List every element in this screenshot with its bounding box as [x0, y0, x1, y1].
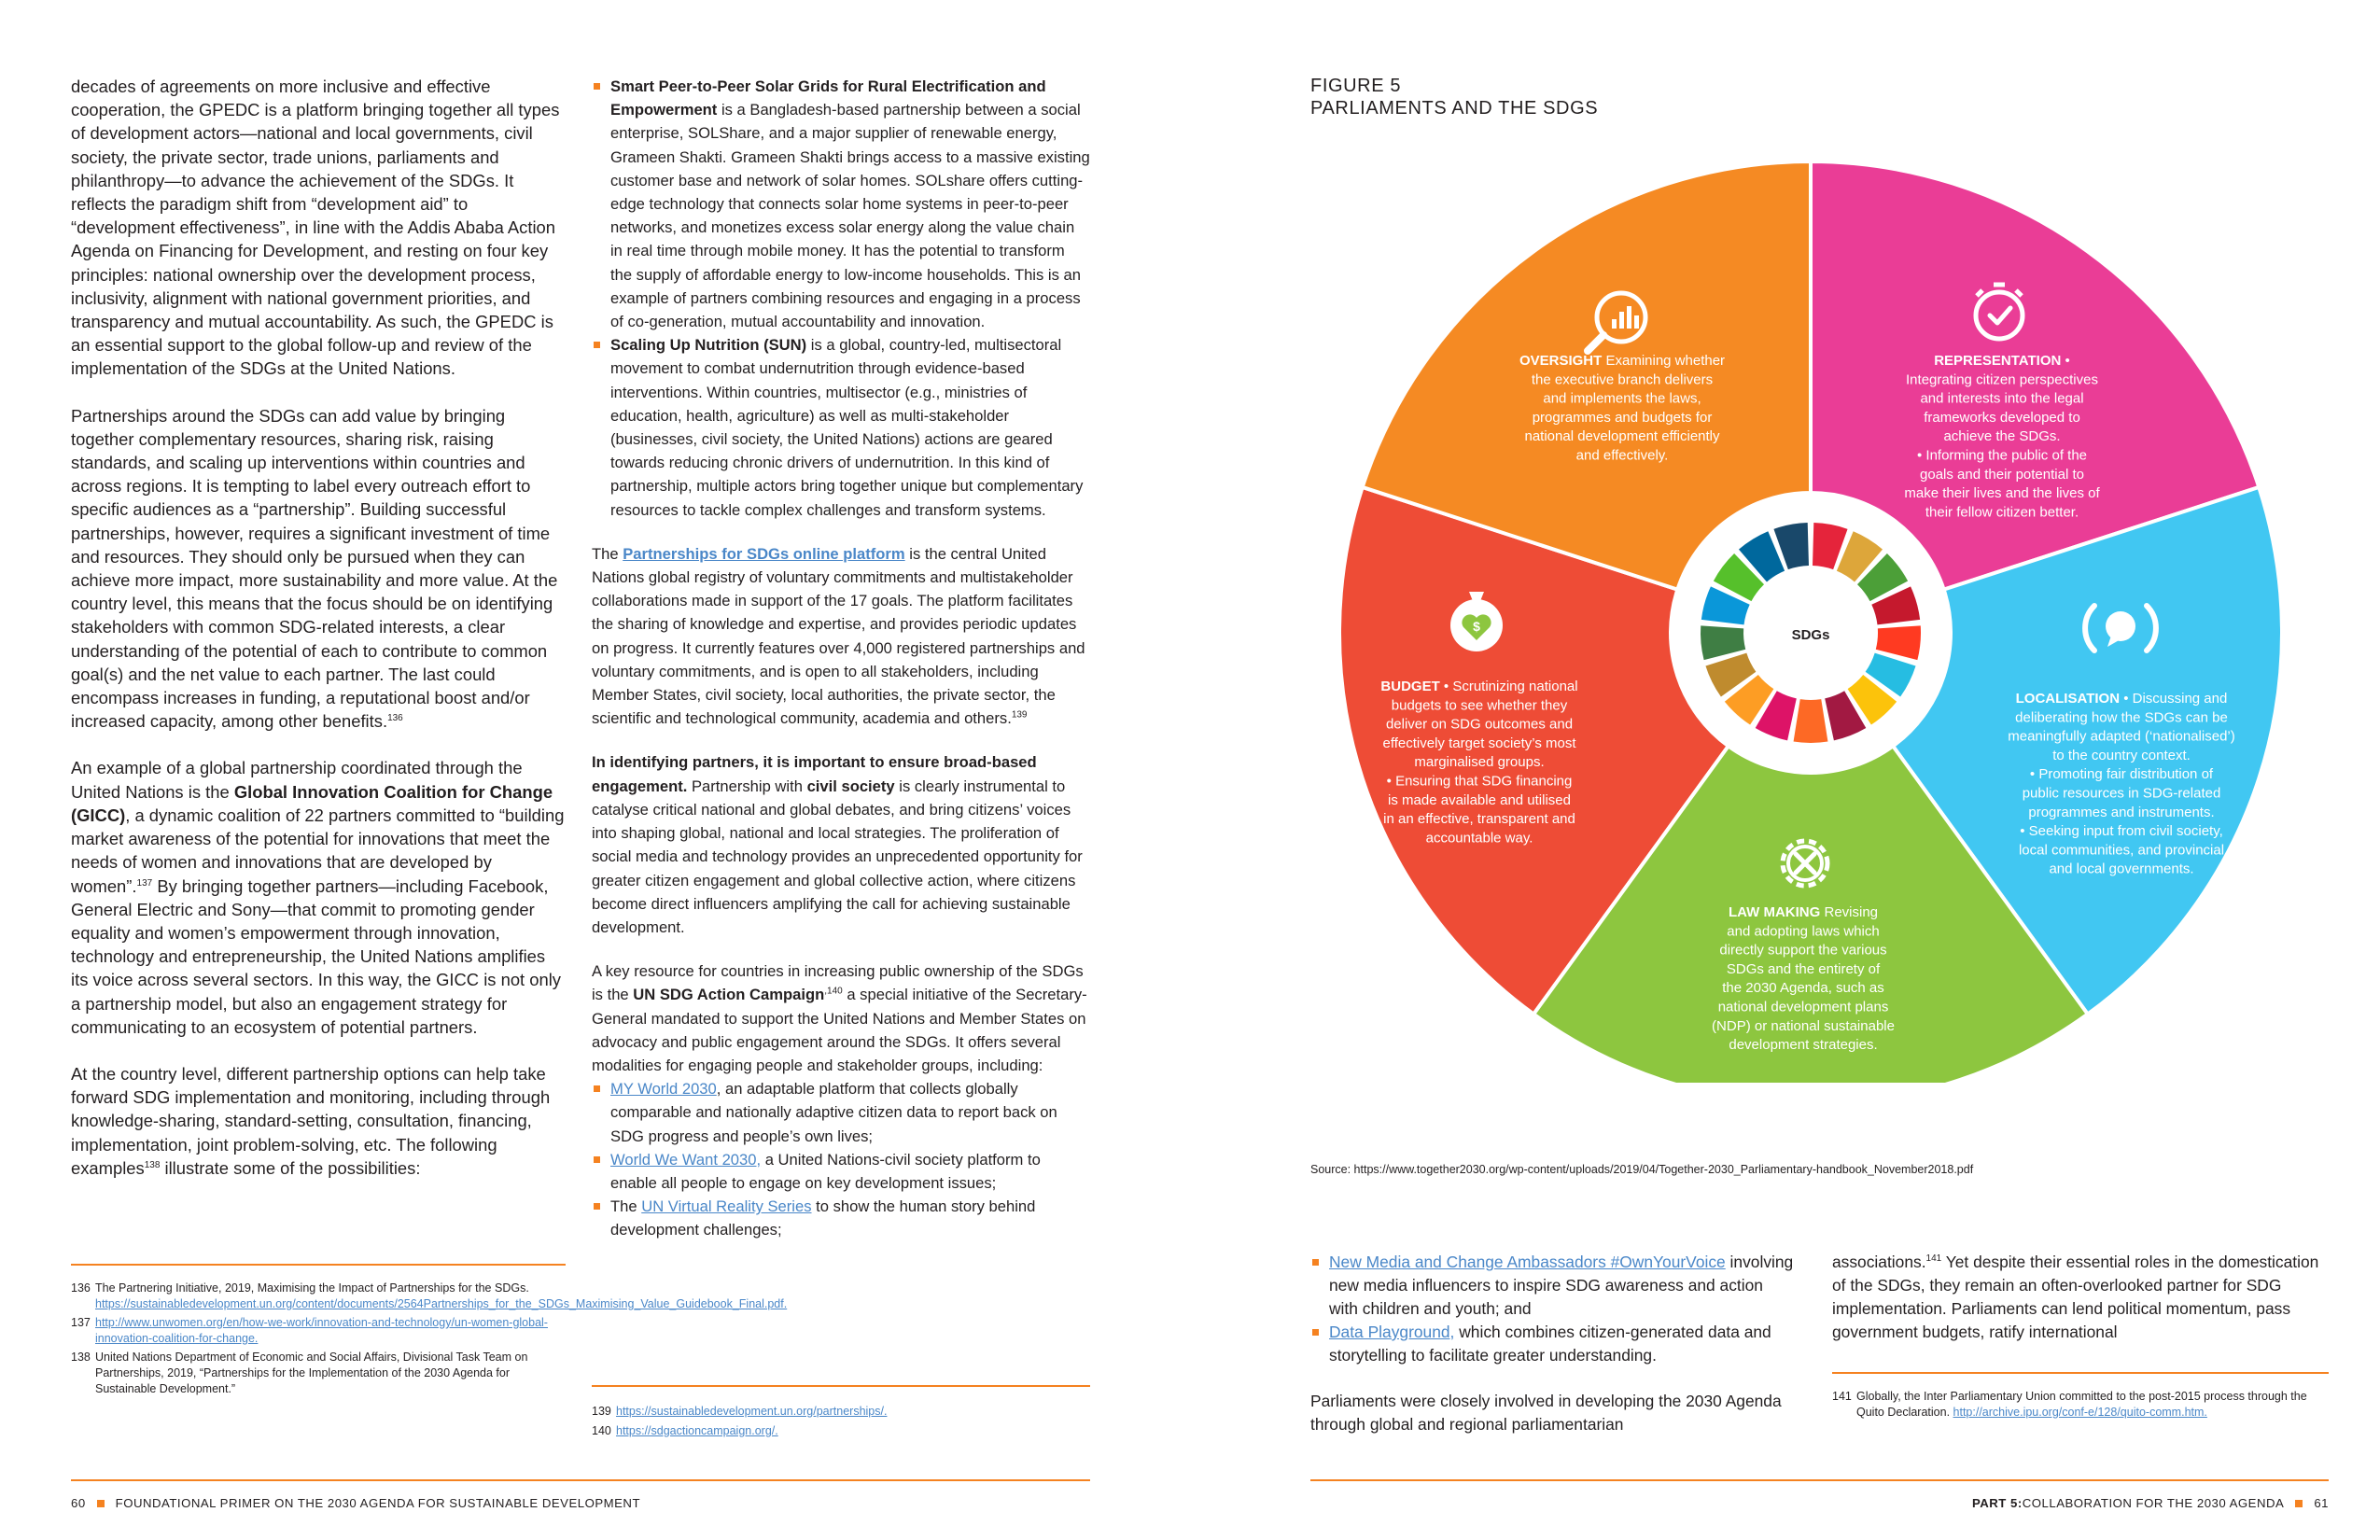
footnotes-right — [1832, 1389, 2317, 1423]
page-number: 60 — [71, 1496, 86, 1510]
footnote: 139 https://sustainabledevelopment.un.org/partnerships/. — [592, 1405, 888, 1418]
footnote-link[interactable]: https://sustainabledevelopment.un.org/content/documents/2564Partnerships_for_the_SDGs_Maximising_Value_Guidebook_Final.pdf. — [95, 1296, 788, 1310]
page-number: 61 — [2314, 1496, 2329, 1510]
footer-divider — [71, 1479, 1090, 1481]
footnote-link[interactable]: http://archive.ipu.org/conf-e/128/quito-comm.htm. — [1953, 1405, 2207, 1419]
center-label: SDGs — [1791, 627, 1830, 643]
footnote-ref[interactable]: 137 — [136, 877, 153, 889]
figure-source: Source: https://www.together2030.org/wp-content/uploads/2019/04/Together-2030_Parliamentary-handbook_November2018.pdf — [1310, 1163, 1974, 1176]
footer-left — [71, 1496, 640, 1510]
bullet-item: Data Playground, which combines citizen-generated data and storytelling to facilitate greater understanding. — [1310, 1321, 1794, 1367]
figure-title — [1310, 75, 1598, 119]
partnerships-platform-link[interactable]: Partnerships for SDGs online platform — [623, 544, 905, 563]
own-your-voice-link[interactable]: New Media and Change Ambassadors #OwnYourVoice — [1329, 1253, 1726, 1271]
vr-series-link[interactable]: UN Virtual Reality Series — [641, 1197, 812, 1216]
footnote: 137 http://www.unwomen.org/en/how-we-work/innovation-and-technology/un-women-global-innovation-coalition-for-change. — [71, 1315, 566, 1346]
paragraph: Partnerships around the SDGs can add value by bringing together complementary resources, sharing risk, raising standards, and scaling up interventions within countries and across regions. It is tempting to label every outreach effort to specific audiences as a “partnership”. Building successful partnerships, however, requires a significant investment of time and resources. They should only be pursued when they can achieve more impact, more sustainability and more value. At the country level, this means that the focus should be on identifying stakeholders with common SDG-related interests, a clear understanding of the potential of each to contribute to common goal(s) and the net value to each partner. The last could encompass increases in funding, a reputational boost and/or increased capacity, among other benefits.$^{136}$ — [71, 405, 558, 732]
figure-label: FIGURE 5 — [1310, 76, 1402, 96]
segment-label-lawmaking: LAW MAKING Revising and adopting laws which directly support the various SDGs and the entirety of the 2030 Agenda, such as national development plans (NDP) or national sustainable development strategies. — [1712, 904, 1895, 1054]
paragraph: An example of a global partnership coordinated through the United Nations is the Global Innovation Coalition for Change (GICC), a dynamic coalition of 22 partners committed to “building market awareness of the potential for innovations that meet the needs of women and innovations that are developed by women”.$^{137}$ By bringing together partners—including Facebook, General Electric and Sony—that commit to promoting gender equality and women’s empowerment through innovation, technology and entrepreneurship, the United Nations amplifies its voice across several sectors. In this way, the GICC is not only a partnership model, but also an engagement strategy for communicating to an ecosystem of potential partners. — [71, 758, 565, 1037]
left-column — [71, 75, 566, 1203]
paragraph: At the country level, different partnership options can help take forward SDG implementation and monitoring, including through knowledge-sharing, standard-setting, consultation, financing, implementation, joint problem-solving, etc. The following examples$^{138}$ illustrate some of the possibilities: — [71, 1063, 551, 1178]
bullet-item: New Media and Change Ambassadors #OwnYourVoice involving new media influencers to inspire SDG awareness and action with children and youth; and — [1310, 1251, 1794, 1321]
footnote-ref[interactable]: 139 — [1011, 709, 1028, 721]
footnote-ref[interactable]: 136 — [387, 713, 403, 724]
data-playground-link[interactable]: Data Playground, — [1329, 1323, 1455, 1341]
footnote-ref[interactable]: ,140 — [824, 986, 843, 997]
segment-label-budget: BUDGET • Scrutinizing national budgets to see whether they deliver on SDG outcomes and effectively target society’s most marginalised groups. • Ensuring that SDG financing is made available and utilised in an effective, transparent and accountable way. — [1380, 679, 1578, 847]
bullet-item: The UN Virtual Reality Series to show the human story behind development challenges; — [592, 1195, 1090, 1241]
figure-heading: PARLIAMENTS AND THE SDGS — [1310, 98, 1599, 119]
paragraph: Parliaments were closely involved in developing the 2030 Agenda through global and regional parliamentarian — [1310, 1392, 1782, 1434]
footer-title: COLLABORATION FOR THE 2030 AGENDA — [2022, 1496, 2285, 1510]
segment-label-oversight: OVERSIGHT Examining whether the executive branch delivers and implements the laws, programmes and budgets for national development efficiently and effectively. — [1519, 353, 1726, 464]
right-column-2 — [1832, 1251, 2329, 1367]
footnotes-left — [71, 1281, 788, 1400]
paragraph: A key resource for countries in increasing public ownership of the SDGs is the UN SDG Action Campaign$^{,140}$ a special initiative of the Secretary-General mandated to support the United Nations and Member States on advocacy and public engagement around the SDGs. It offers several modalities for engaging people and stakeholder groups, including: — [592, 962, 1087, 1074]
footer-divider — [1310, 1479, 2329, 1481]
footnotes-middle — [592, 1404, 1090, 1442]
footnote: 141 Globally, the Inter Parliamentary Union committed to the post-2015 process through the Quito Declaration. http://archive.ipu.org/conf-e/128/quito-comm.htm. — [1832, 1390, 2307, 1419]
bullet-item: World We Want 2030, a United Nations-civil society platform to enable all people to engage on key development issues; — [592, 1148, 1090, 1195]
svg-text:$: $ — [1473, 619, 1480, 634]
middle-column — [592, 75, 1090, 1242]
segment-label-representation: REPRESENTATION • Integrating citizen perspectives and interests into the legal frameworks developed to achieve the SDGs. • Informing the public of the goals and their potential to make their lives and the lives of their fellow citizen better. — [1904, 353, 2100, 521]
bullet-item: MY World 2030, an adaptable platform that collects globally comparable and nationally adaptive citizen data to report back on SDG progress and people’s own lives; — [592, 1077, 1090, 1148]
paragraph: In identifying partners, it is important to ensure broad-based engagement. Partnership with civil society is clearly instrumental to catalyse critical national and global debates, and bring citizens’ voices into shaping global, national and local strategies. The proliferation of social media and technology provides an unprecedented opportunity for greater citizen engagement and global collective action, where citizens become direct influencers amplifying the call for achieving sustainable development. — [592, 753, 1083, 936]
footnote-link[interactable]: https://sustainabledevelopment.un.org/partnerships/. — [616, 1405, 888, 1418]
footnote-link[interactable]: http://www.unwomen.org/en/how-we-work/innovation-and-technology/un-women-global-innovation-coalition-for-change. — [95, 1316, 548, 1345]
footnote-divider — [1832, 1372, 2329, 1374]
paragraph: decades of agreements on more inclusive and effective cooperation, the GPEDC is a platform bringing together all types of development actors—national and local governments, civil society, the private sector, trade unions, parliaments and philanthropy—to advance the achievement of the SDGs. It reflects the paradigm shift from “development aid” to “development effectiveness”, in line with the Addis Ababa Action Agenda on Financing for Development, and resting on four key principles: national ownership over the development process, inclusivity, alignment with national government priorities, and transparency and mutual accountability. As such, the GPEDC is an essential support to the global follow-up and review of the implementation of the SDGs at the United Nations. — [71, 77, 560, 379]
footnote-ref[interactable]: 138 — [144, 1159, 161, 1170]
paragraph: associations.$^{141}$ Yet despite their essential roles in the domestication of the SDGs, they remain an often-overlooked partner for SDG implementation. Parliaments can lend political momentum, pass government budgets, ratify international — [1832, 1253, 2319, 1341]
bullet-item: Smart Peer-to-Peer Solar Grids for Rural Electrification and Empowerment is a Bangladesh-based partnership between a social enterprise, SOLShare, and a major supplier of renewable energy, Grameen Shakti. Grameen Shakti brings access to a massive existing customer base and network of solar homes. SOLshare offers cutting-edge technology that connects solar home systems in peer-to-peer networks, and monetizes excess solar energy along the value chain in real time through mobile money. It has the potential to transform the supply of affordable energy to low-income households. This is an example of partners combining resources and engaging in a process of co-generation, mutual accountability and innovation. — [592, 75, 1090, 333]
right-column-1 — [1310, 1251, 1794, 1460]
footer-right: PART 5: COLLABORATION FOR THE 2030 AGENDA 61 — [1971, 1496, 2329, 1510]
footnote-link[interactable]: https://sdgactioncampaign.org/. — [616, 1423, 778, 1437]
footnote: 138 United Nations Department of Economic and Social Affairs, Divisional Task Team on Partnerships, 2019, “Partnerships for the Implementation of the 2030 Agenda for Sustainable Development.” — [71, 1351, 528, 1395]
footnote-ref[interactable]: 141 — [1925, 1253, 1942, 1265]
footnote-divider — [71, 1264, 566, 1266]
footnote-divider — [592, 1385, 1090, 1387]
gear-wrench-icon — [1783, 841, 1827, 886]
bullet-item: Scaling Up Nutrition (SUN) is a global, country-led, multisectoral movement to combat undernutrition through evidence-based interventions. Within countries, multisector (e.g., ministries of education, health, agriculture) as well as multi-stakeholder (businesses, civil society, the United Nations) actions are geared towards reducing chronic drivers of undernutrition. In this kind of partnership, multiple actors bring together unique but complementary resources to tackle complex challenges and transform systems. — [592, 333, 1090, 522]
footnote: 136 The Partnering Initiative, 2019, Maximising the Impact of Partnerships for the SDGs. https://sustainabledevelopment.un.org/content/documents/2564Partnerships_for_the_SDGs_Maximising_Value_Guidebook_Final.pdf. — [71, 1281, 788, 1310]
footnote: 140 https://sdgactioncampaign.org/. — [592, 1423, 778, 1437]
footer-title: FOUNDATIONAL PRIMER ON THE 2030 AGENDA FOR SUSTAINABLE DEVELOPMENT — [115, 1496, 640, 1510]
sdg-wheel-diagram — [1307, 131, 2315, 1083]
paragraph: The Partnerships for SDGs online platform is the central United Nations global registry of voluntary commitments and multistakeholder collaborations made in support of the 17 goals. The platform facilitates the sharing of knowledge and expertise, and provides periodic updates on progress. It currently features over 4,000 registered partnerships and voluntary commitments, and is open to all stakeholders, including Member States, civil society, local authorities, the private sector, the scientific and technological community, academia and others.$^{139}$ — [592, 544, 1085, 728]
world-we-want-link[interactable]: World We Want 2030, — [610, 1150, 762, 1169]
my-world-link[interactable]: MY World 2030 — [610, 1080, 717, 1099]
segment-label-localisation: LOCALISATION • Discussing and deliberating how the SDGs can be meaningfully adapted (‘nationalised’) to the country context. • Promoting fair distribution of public resources in SDG-related programmes and instruments. • Seeking input from civil society, local communities, and provincial and local governments. — [2008, 691, 2235, 877]
